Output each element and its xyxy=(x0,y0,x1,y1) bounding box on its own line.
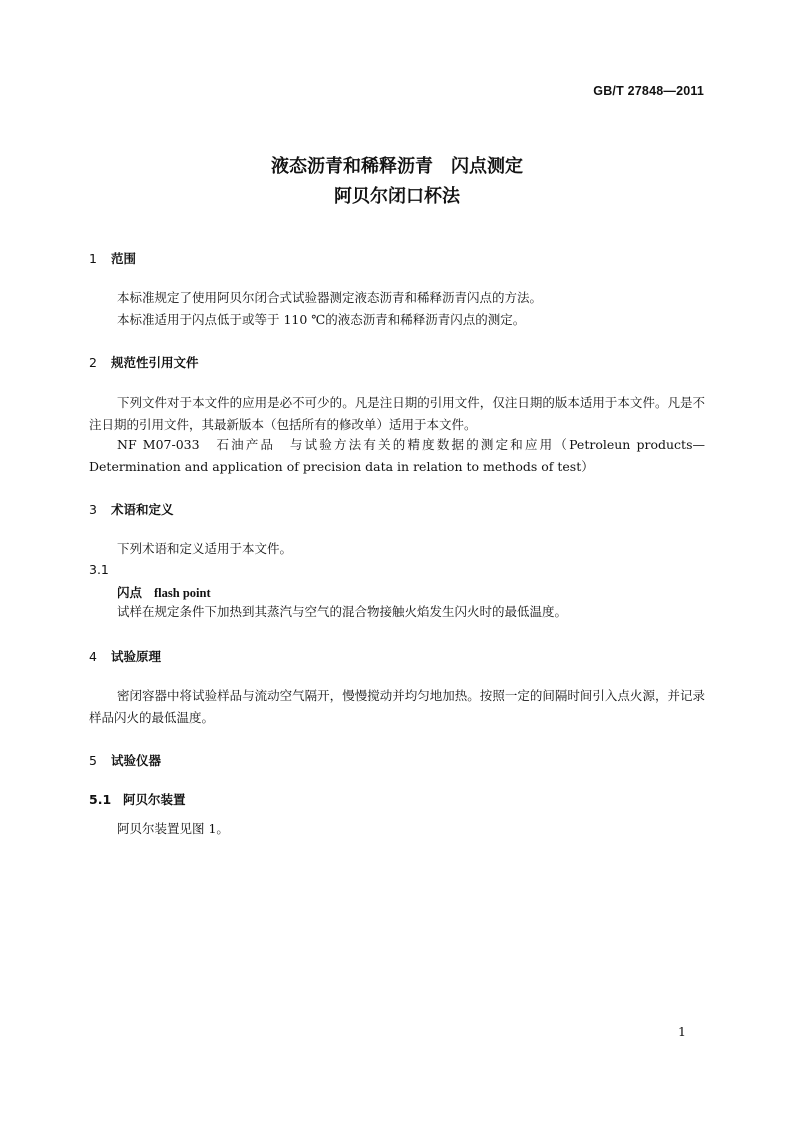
section-number: 2 xyxy=(89,355,97,370)
section-number: 3 xyxy=(89,502,97,517)
section-title: 试验原理 xyxy=(111,649,162,664)
term-flash-point xyxy=(117,583,211,601)
section-1-paragraph-2: 本标准适用于闪点低于或等于 110 ℃的液态沥青和稀释沥青闪点的测定。 xyxy=(117,312,526,327)
section-4-heading xyxy=(89,647,161,665)
section-number: 5 xyxy=(89,753,97,768)
term-chinese: 闪点 xyxy=(117,585,143,600)
page-number: 1 xyxy=(678,1024,686,1039)
section-2-paragraph-1: 下列文件对于本文件的应用是必不可少的。凡是注日期的引用文件，仅注日期的版本适用于本文件。凡是不注日期的引用文件，其最新版本（包括所有的修改单）适用于本文件。 xyxy=(89,395,705,432)
section-number: 4 xyxy=(89,649,97,664)
section-1-paragraph-1: 本标准规定了使用阿贝尔闭合式试验器测定液态沥青和稀释沥青闪点的方法。 xyxy=(117,290,543,305)
section-title: 试验仪器 xyxy=(111,753,162,768)
subsection-5-1-heading xyxy=(89,790,186,808)
section-title: 范围 xyxy=(111,251,137,266)
section-number: 1 xyxy=(89,251,97,266)
document-title-line1: 液态沥青和稀释沥青 闪点测定 xyxy=(271,156,523,177)
subsection-title: 阿贝尔装置 xyxy=(123,792,186,807)
standard-code: GB/T 27848—2011 xyxy=(593,84,704,98)
section-title: 术语和定义 xyxy=(111,502,174,517)
section-3-paragraph-1: 下列术语和定义适用于本文件。 xyxy=(117,541,293,556)
section-5-heading xyxy=(89,751,161,769)
document-title-line2: 阿贝尔闭口杯法 xyxy=(334,186,460,207)
section-2-reference: NF M07-033 石油产品 与试验方法有关的精度数据的测定和应用（Petroleun products—Determination and application of precision data in relation to methods of test） xyxy=(89,437,705,474)
subsection-number: 5.1 xyxy=(89,792,112,807)
subsection-3-1-number: 3.1 xyxy=(89,562,109,577)
section-4-paragraph-1: 密闭容器中将试验样品与流动空气隔开，慢慢搅动并均匀地加热。按照一定的间隔时间引入点火源，并记录样品闪火的最低温度。 xyxy=(89,688,705,725)
section-title: 规范性引用文件 xyxy=(111,355,199,370)
section-2-heading xyxy=(89,353,199,371)
section-1-heading xyxy=(89,249,136,267)
term-definition: 试样在规定条件下加热到其蒸汽与空气的混合物接触火焰发生闪火时的最低温度。 xyxy=(117,604,568,619)
section-3-heading xyxy=(89,500,174,518)
section-5-paragraph-1: 阿贝尔装置见图 1。 xyxy=(117,821,229,836)
term-english: flash point xyxy=(154,586,211,600)
